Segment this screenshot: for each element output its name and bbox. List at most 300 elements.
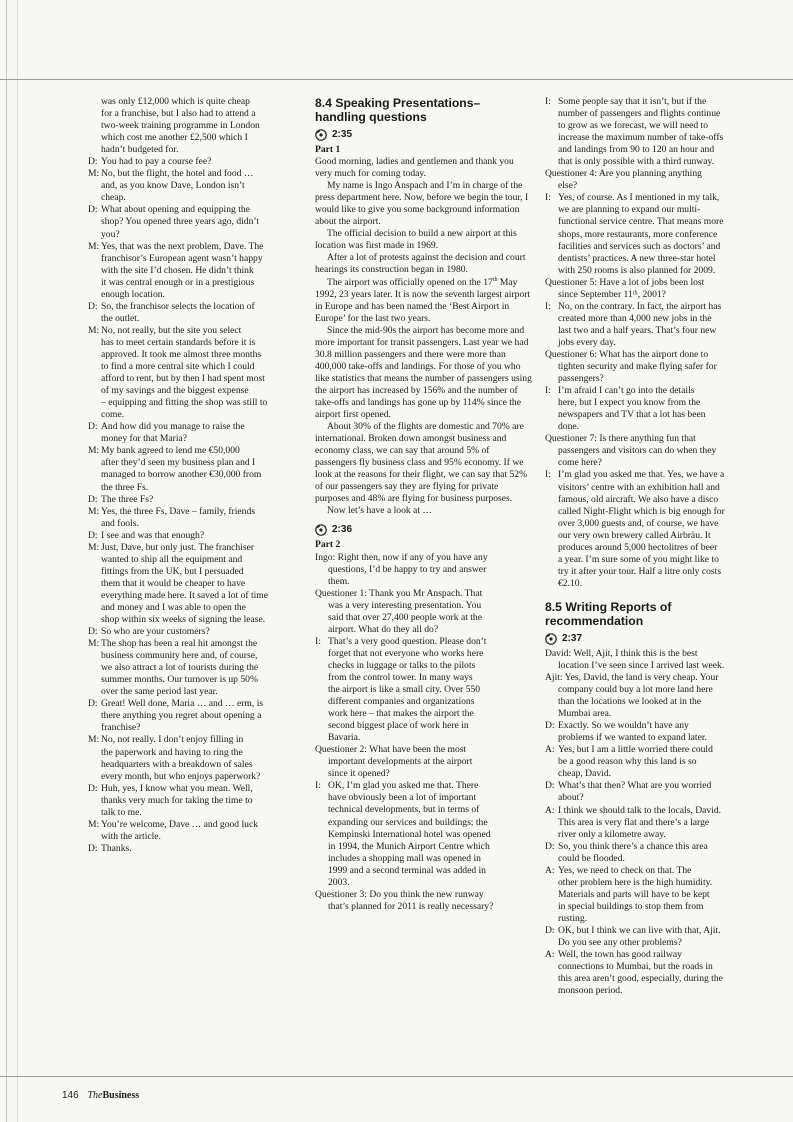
text-line xyxy=(545,985,763,997)
speaker-label xyxy=(88,229,101,241)
line-text: I think we should talk to the locals, David. xyxy=(558,804,722,816)
speaker-label xyxy=(315,564,328,576)
line-text: tighten security and make flying safer for xyxy=(558,361,717,373)
line-text: summer months. Our turnover is up 50% xyxy=(101,674,258,686)
text-line xyxy=(545,805,763,817)
top-rule xyxy=(0,79,793,80)
line-text: and money and I was able to open the xyxy=(101,601,246,613)
text-line xyxy=(88,614,302,626)
brand-business: Business xyxy=(102,1090,140,1101)
line-text: Well, the town has good railway xyxy=(558,949,682,961)
speaker-label: D: xyxy=(88,529,98,541)
speaker-label xyxy=(88,349,101,361)
text-line xyxy=(88,349,302,361)
line-text: after they’d seen my business plan and I xyxy=(101,457,256,469)
text-line xyxy=(88,265,302,277)
speaker-label xyxy=(545,120,558,132)
speaker-label xyxy=(88,807,101,819)
text-line xyxy=(545,156,763,168)
speaker-label: M: xyxy=(88,240,100,252)
line-text: location I’ve seen since I arrived last week. xyxy=(558,659,725,671)
speaker-label xyxy=(545,566,558,578)
line-text: includes a shopping mall was opened in xyxy=(328,852,481,864)
line-text: important developments at the airport xyxy=(328,756,473,768)
text-line xyxy=(545,566,763,578)
line-text: Questioner 5: Have a lot of jobs been lost xyxy=(545,276,705,288)
speaker-label xyxy=(88,132,101,144)
speaker-label: M: xyxy=(88,818,100,830)
speaker-label xyxy=(545,961,558,973)
text-line xyxy=(315,780,533,792)
speaker-label xyxy=(315,768,328,780)
paragraph-text: May 1992, 23 years later. It is now the seventh largest airport in Europe and has been named the ‘Best Airport in Europe’ for the last two years. xyxy=(315,276,531,324)
paragraph xyxy=(315,277,533,325)
line-text: Yes, we need to check on that. The xyxy=(558,864,692,876)
text-line xyxy=(88,759,302,771)
text-line xyxy=(315,744,533,756)
text-line xyxy=(545,313,763,325)
line-text: So, the franchisor selects the location of xyxy=(101,300,255,312)
speaker-label xyxy=(545,542,558,554)
line-text: you? xyxy=(101,228,120,240)
text-line xyxy=(88,494,302,506)
speaker-label xyxy=(545,554,558,566)
text-line xyxy=(88,144,302,156)
speaker-label xyxy=(88,759,101,771)
text-line xyxy=(545,961,763,973)
speaker-label xyxy=(88,747,101,759)
speaker-label xyxy=(88,554,101,566)
line-text: Some people say that it isn’t, but if the xyxy=(558,96,707,107)
text-line xyxy=(88,361,302,373)
line-text: David: Well, Ajit, I think this is the best xyxy=(545,647,698,659)
text-line xyxy=(545,204,763,216)
line-text: facilities and services such as doctors’ and xyxy=(558,240,721,252)
text-line xyxy=(545,457,763,469)
line-text: said that over 27,400 people work at the xyxy=(328,611,482,623)
line-text: Thanks. xyxy=(101,842,132,854)
text-line xyxy=(88,662,302,674)
text-line xyxy=(545,482,763,494)
line-text: Yes, that was the next problem, Dave. The xyxy=(101,240,264,252)
line-text: Exactly. So we wouldn’t have any xyxy=(558,720,689,732)
speaker-label xyxy=(315,901,328,913)
track-number: 2:35 xyxy=(332,128,353,140)
cd-audio-icon xyxy=(545,633,557,645)
line-text: No, not really. I don’t enjoy filling in xyxy=(101,734,244,746)
line-text: Mumbai area. xyxy=(558,708,612,720)
speaker-label xyxy=(88,397,101,409)
speaker-label xyxy=(88,590,101,602)
line-text: with 250 rooms is also planned for 2009. xyxy=(558,264,716,276)
speaker-label xyxy=(88,614,101,626)
line-text: Yes, of course. As I mentioned in my talk, xyxy=(558,192,720,204)
text-line xyxy=(88,445,302,457)
line-text: approved. It took me almost three months xyxy=(101,348,262,360)
line-text: Questioner 3: Do you think the new runway xyxy=(315,888,484,900)
text-line xyxy=(88,530,302,542)
line-text: business community here and, of course, xyxy=(101,650,258,662)
text-line xyxy=(545,168,763,180)
line-text: everything made here. It saved a lot of time xyxy=(101,589,269,601)
speaker-label xyxy=(545,313,558,325)
line-text: visitors’ centre with an exhibition hall and xyxy=(558,481,720,493)
line-text: we are planning to expand our multi- xyxy=(558,204,701,216)
text-line xyxy=(315,660,533,672)
line-text: Questioner 4: Are you planning anything xyxy=(545,168,702,180)
speaker-label xyxy=(545,660,558,672)
speaker-label xyxy=(315,853,328,865)
speaker-label xyxy=(545,829,558,841)
speaker-label xyxy=(315,877,328,889)
speaker-label: D: xyxy=(88,204,98,216)
speaker-label xyxy=(88,686,101,698)
text-line xyxy=(315,696,533,708)
paragraph: After a lot of protests against the decision and court hearings its construction began in 1980. xyxy=(315,252,526,276)
speaker-label xyxy=(88,361,101,373)
text-line xyxy=(315,756,533,768)
line-text: I’m glad you asked me that. Yes, we have a xyxy=(558,469,725,481)
speaker-label: I: xyxy=(545,300,551,312)
speaker-label: I: xyxy=(315,635,321,647)
line-text: Questioner 6: What has the airport done to xyxy=(545,348,709,360)
text-line xyxy=(545,889,763,901)
speaker-label xyxy=(88,457,101,469)
line-text: famous, old aircraft. We also have a disco xyxy=(558,493,719,505)
speaker-label xyxy=(88,831,101,843)
line-text: we also attract a lot of tourists during the xyxy=(101,662,259,674)
speaker-label xyxy=(315,708,328,720)
line-text: wanted to ship all the equipment and xyxy=(101,553,243,565)
line-text: company could buy a lot more land here xyxy=(558,684,713,696)
text-line xyxy=(88,734,302,746)
speaker-label xyxy=(545,457,558,469)
speaker-label xyxy=(315,804,328,816)
text-line xyxy=(545,421,763,433)
line-text: You had to pay a course fee? xyxy=(101,156,212,168)
text-line xyxy=(545,265,763,277)
text-line xyxy=(88,180,302,192)
line-text: enough location. xyxy=(101,288,165,300)
line-text: since it opened? xyxy=(328,768,390,780)
text-line xyxy=(545,144,763,156)
text-line xyxy=(88,373,302,385)
speaker-label xyxy=(315,841,328,853)
speaker-label xyxy=(545,325,558,337)
line-text: here, but I expect you know from the xyxy=(558,397,701,409)
column-2 xyxy=(315,96,533,913)
track-number: 2:36 xyxy=(332,524,353,536)
line-text: franchise? xyxy=(101,722,141,734)
speaker-label: D: xyxy=(88,300,98,312)
track-number: 2:37 xyxy=(562,632,583,644)
line-text: number of passengers and flights continue xyxy=(558,108,721,120)
line-text: which cost me another £2,500 which I xyxy=(101,132,248,144)
dialogue-lines xyxy=(315,552,533,913)
text-line xyxy=(88,96,302,108)
speaker-label xyxy=(315,648,328,660)
speaker-label xyxy=(545,494,558,506)
line-text: Ajit: Yes, David, the land is very cheap. Your xyxy=(545,672,719,684)
speaker-label: M: xyxy=(88,168,100,180)
text-line xyxy=(545,108,763,120)
speaker-label xyxy=(545,518,558,530)
text-line xyxy=(545,253,763,265)
heading-line-2: handling questions xyxy=(315,110,427,124)
text-line xyxy=(545,397,763,409)
text-line xyxy=(545,337,763,349)
speaker-label xyxy=(88,120,101,132)
text-line xyxy=(88,397,302,409)
line-text: created more than 4,000 new jobs in the xyxy=(558,312,712,324)
speaker-label xyxy=(88,144,101,156)
speaker-label xyxy=(88,602,101,614)
speaker-label xyxy=(88,566,101,578)
speaker-label xyxy=(88,385,101,397)
text-line xyxy=(88,783,302,795)
text-line xyxy=(88,385,302,397)
text-line xyxy=(315,672,533,684)
part-2-label: Part 2 xyxy=(315,539,341,551)
line-text: headquarters with a breakdown of sales xyxy=(101,758,253,770)
line-text: 1999 and a second terminal was added in xyxy=(328,864,486,876)
line-text: river only a kilometre away. xyxy=(558,828,666,840)
speaker-label xyxy=(545,445,558,457)
line-text: questions, I’d be happy to try and answer xyxy=(328,563,487,575)
line-text: every month, but who enjoys paperwork? xyxy=(101,770,261,782)
speaker-label xyxy=(88,650,101,662)
speaker-label xyxy=(88,409,101,421)
text-line xyxy=(545,506,763,518)
line-text: shop within six weeks of signing the lease. xyxy=(101,614,266,626)
line-text: talk to me. xyxy=(101,806,142,818)
bottom-rule xyxy=(0,1076,793,1077)
speaker-label: M: xyxy=(88,324,100,336)
audio-track-2-35 xyxy=(315,128,533,142)
line-text: have obviously been a lot of important xyxy=(328,792,477,804)
speaker-label xyxy=(545,482,558,494)
line-text: the outlet. xyxy=(101,312,140,324)
text-line xyxy=(545,696,763,708)
line-text: 2003. xyxy=(328,876,350,888)
speaker-label: D: xyxy=(88,421,98,433)
paragraph: About 30% of the flights are domestic and 70% are international. Broken down amongst business and economy class, we can say that around 5% of passengers fly business class and 95% economy. If we look at the reasons for their flight, we can say that 52% of our passengers say they are flying for private purposes and 48% are flying for business purposes. xyxy=(315,421,528,505)
text-line xyxy=(545,817,763,829)
text-line xyxy=(88,132,302,144)
speaker-label xyxy=(88,265,101,277)
speaker-label: D: xyxy=(545,720,555,732)
speaker-label: I: xyxy=(545,385,551,397)
line-text: second biggest place of work here in xyxy=(328,720,469,732)
line-text: cheap. xyxy=(101,192,126,204)
text-line xyxy=(88,638,302,650)
line-text: jobs every day. xyxy=(558,336,616,348)
text-line xyxy=(545,494,763,506)
speaker-label xyxy=(88,180,101,192)
text-line xyxy=(315,684,533,696)
line-text: This area is very flat and there’s a large xyxy=(558,816,710,828)
speaker-label: D: xyxy=(88,842,98,854)
line-text: come here? xyxy=(558,457,602,469)
speaker-label xyxy=(88,337,101,349)
text-line xyxy=(88,710,302,722)
text-line xyxy=(88,277,302,289)
dialogue-lines xyxy=(545,648,763,997)
line-text: And how did you manage to raise the xyxy=(101,421,245,433)
line-text: You’re welcome, Dave … and good luck xyxy=(101,818,259,830)
text-line xyxy=(88,108,302,120)
column-1 xyxy=(88,96,302,855)
text-line xyxy=(545,648,763,660)
text-line xyxy=(88,554,302,566)
text-line xyxy=(545,780,763,792)
text-line xyxy=(315,829,533,841)
line-text: I see and was that enough? xyxy=(101,529,205,541)
line-text: Great! Well done, Maria … and … erm, is xyxy=(101,698,264,710)
line-text: in special buildings to stop them from xyxy=(558,900,704,912)
speaker-label xyxy=(88,313,101,325)
speaker-label xyxy=(545,937,558,949)
speaker-label xyxy=(545,216,558,228)
line-text: Yes, the three Fs, Dave – family, friends xyxy=(101,505,256,517)
text-line xyxy=(545,841,763,853)
speaker-label xyxy=(88,108,101,120)
text-line xyxy=(315,720,533,732)
speaker-label: D: xyxy=(88,626,98,638)
speaker-label: D: xyxy=(88,493,98,505)
speaker-label xyxy=(545,578,558,590)
text-line xyxy=(545,132,763,144)
line-text: was only £12,000 which is quite cheap xyxy=(101,96,250,107)
line-text: could be flooded. xyxy=(558,852,625,864)
speaker-label: A: xyxy=(545,949,555,961)
speaker-label xyxy=(315,624,328,636)
line-text: done. xyxy=(558,421,580,433)
speaker-label xyxy=(315,684,328,696)
text-line xyxy=(88,722,302,734)
speaker-label xyxy=(88,795,101,807)
line-text: the airport is like a small city. Over 550 xyxy=(328,684,481,696)
dialogue-lines xyxy=(545,96,763,590)
speaker-label xyxy=(88,710,101,722)
line-text: there anything you regret about opening a xyxy=(101,710,262,722)
speaker-label xyxy=(315,600,328,612)
text-line xyxy=(88,253,302,265)
line-text: and landings from 90 to 120 an hour and xyxy=(558,144,715,156)
speaker-label xyxy=(88,469,101,481)
speaker-label xyxy=(88,482,101,494)
speaker-label xyxy=(545,506,558,518)
text-line xyxy=(545,385,763,397)
line-text: managed to borrow another €30,000 from xyxy=(101,469,262,481)
speaker-label xyxy=(545,397,558,409)
line-text: forget that not everyone who works here xyxy=(328,647,484,659)
text-line xyxy=(545,865,763,877)
text-line xyxy=(88,578,302,590)
speaker-label xyxy=(545,421,558,433)
text-line xyxy=(315,865,533,877)
text-line xyxy=(88,337,302,349)
speaker-label xyxy=(545,913,558,925)
text-line xyxy=(545,192,763,204)
text-line xyxy=(545,732,763,744)
line-text: checks in luggage or talks to the pilots xyxy=(328,659,476,671)
text-line xyxy=(545,518,763,530)
speaker-label xyxy=(88,662,101,674)
line-text: That’s a very good question. Please don’t xyxy=(328,635,487,647)
text-line xyxy=(88,542,302,554)
text-line xyxy=(315,552,533,564)
text-line xyxy=(88,626,302,638)
text-line xyxy=(545,853,763,865)
speaker-label: D: xyxy=(545,840,555,852)
text-line xyxy=(545,949,763,961)
line-text: Just, Dave, but only just. The franchiser xyxy=(101,541,255,553)
line-text: dentists’ practices. A new three-star hotel xyxy=(558,252,716,264)
text-line xyxy=(88,807,302,819)
line-text: rusting. xyxy=(558,912,588,924)
text-line xyxy=(545,301,763,313)
line-text: and fools. xyxy=(101,517,139,529)
line-text: cheap, David. xyxy=(558,768,612,780)
paragraph: My name is Ingo Anspach and I’m in charge of the press department here. Now, before we begin the tour, I would like to give you some background information about the airport. xyxy=(315,180,529,228)
text-line xyxy=(315,841,533,853)
text-line xyxy=(315,877,533,889)
line-text: that is only possible with a third runway. xyxy=(558,156,715,168)
line-text: to grow as we forecast, we will need to xyxy=(558,120,708,132)
line-text: produces around 5,000 hectolitres of beer xyxy=(558,541,718,553)
text-line xyxy=(545,768,763,780)
line-text: shops, more restaurants, more conference xyxy=(558,228,718,240)
text-line xyxy=(545,708,763,720)
line-text: and, as you know Dave, London isn’t xyxy=(101,180,245,192)
speaker-label xyxy=(545,708,558,720)
text-line xyxy=(315,588,533,600)
speaker-label xyxy=(315,696,328,708)
text-line xyxy=(545,684,763,696)
speaker-label xyxy=(545,973,558,985)
line-text: €2.10. xyxy=(558,577,582,589)
heading-line-2: recommendation xyxy=(545,613,644,628)
text-line xyxy=(88,229,302,241)
text-line xyxy=(315,612,533,624)
text-line xyxy=(545,672,763,684)
speaker-label: I: xyxy=(545,192,551,204)
line-text: Huh, yes, I know what you mean. Well, xyxy=(101,782,253,794)
speaker-label xyxy=(545,889,558,901)
text-line xyxy=(88,674,302,686)
speaker-label: D: xyxy=(88,782,98,794)
line-text: the three Fs. xyxy=(101,481,149,493)
speaker-label xyxy=(545,108,558,120)
speaker-label xyxy=(545,253,558,265)
text-line xyxy=(88,843,302,855)
line-text: Do you see any other problems? xyxy=(558,937,682,949)
text-line xyxy=(88,819,302,831)
text-line xyxy=(545,433,763,445)
line-text: passengers and visitors can do when they xyxy=(558,445,717,457)
speaker-label xyxy=(545,373,558,385)
line-text: shop? You opened three years ago, didn’t xyxy=(101,216,260,228)
speaker-label xyxy=(315,576,328,588)
speaker-label xyxy=(88,253,101,265)
line-text: Questioner 7: Is there anything fun that xyxy=(545,433,696,445)
text-line xyxy=(88,168,302,180)
text-line xyxy=(545,829,763,841)
text-line xyxy=(545,660,763,672)
column-3 xyxy=(545,96,763,997)
speaker-label xyxy=(545,180,558,192)
